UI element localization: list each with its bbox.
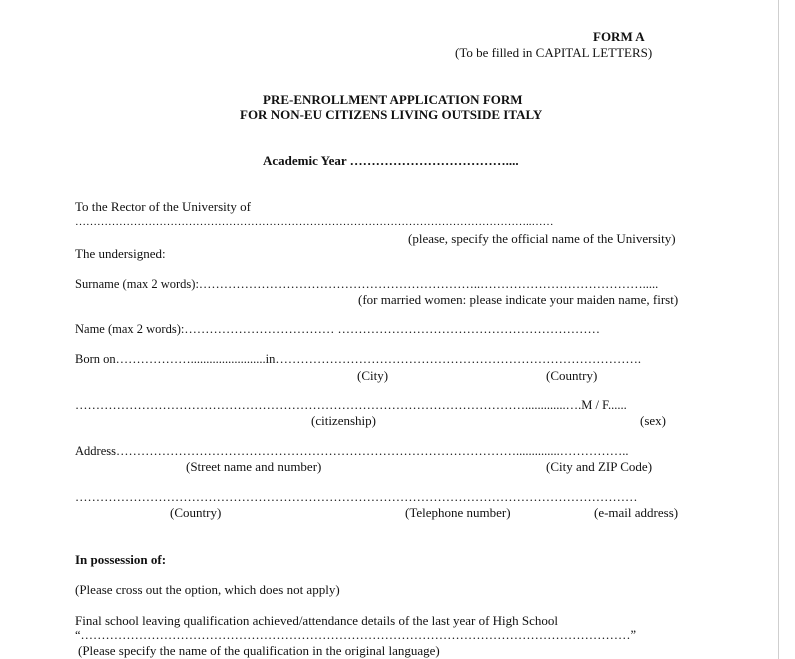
name-field[interactable]: Name (max 2 words):……………………………… ……………………………………………………… — [75, 322, 600, 336]
birth-country-label: (Country) — [546, 368, 598, 383]
cross-out-instruction: (Please cross out the option, which does not apply) — [75, 582, 340, 597]
academic-year-field[interactable]: Academic Year ……………………………….... — [263, 153, 519, 168]
surname-note: (for married women: please indicate your maiden name, first) — [358, 292, 679, 307]
sex-label: (sex) — [640, 413, 666, 428]
university-name-field[interactable]: ……………………………………………………………………………………………………………..…… — [75, 216, 554, 228]
surname-field[interactable]: Surname (max 2 words):…………………………………………………………..…………………………………..... — [75, 277, 659, 291]
form-title-line2: FOR NON-EU CITIZENS LIVING OUTSIDE ITALY — [240, 107, 543, 122]
possession-heading: In possession of: — [75, 552, 167, 567]
email-label: (e-mail address) — [594, 505, 679, 520]
contact-country-label: (Country) — [170, 505, 222, 520]
birth-city-label: (City) — [357, 368, 389, 383]
citizenship-label: (citizenship) — [311, 413, 376, 428]
citizenship-sex-field[interactable]: ……………………………………………………………………………………………….............….M / F...... — [75, 398, 627, 412]
undersigned-label: The undersigned: — [75, 246, 166, 261]
city-zip-label: (City and ZIP Code) — [546, 459, 653, 474]
form-label: FORM A — [593, 29, 645, 44]
contact-field[interactable]: ……………………………………………………………………………………………………………………… — [75, 490, 638, 504]
rector-label: To the Rector of the University of — [75, 199, 251, 214]
qualification-note: (Please specify the name of the qualification in the original language) — [78, 643, 440, 658]
university-name-note: (please, specify the official name of the University) — [408, 231, 676, 246]
qualification-field[interactable]: “……………………………………………………………………………………………………………………” — [75, 628, 637, 642]
form-title-line1: PRE-ENROLLMENT APPLICATION FORM — [263, 92, 523, 107]
telephone-label: (Telephone number) — [405, 505, 511, 520]
address-field[interactable]: Address……………………………………………………………………………………..............…………….. — [75, 444, 629, 458]
street-label: (Street name and number) — [186, 459, 322, 474]
fill-instruction: (To be filled in CAPITAL LETTERS) — [455, 45, 653, 60]
birth-field[interactable]: Born on………………........................in……………………………………………………………………………. — [75, 352, 641, 366]
qualification-label: Final school leaving qualification achieved/attendance details of the last year of High School — [75, 613, 559, 628]
